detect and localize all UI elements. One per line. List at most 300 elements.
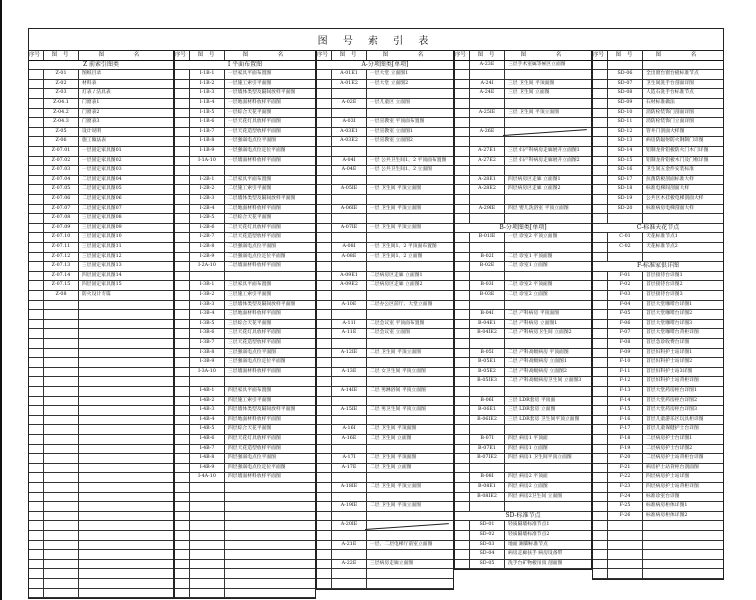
drawing-name-cell: 二层 产科病房 立面图1 xyxy=(508,320,558,326)
header-name: 图 名 xyxy=(655,52,711,58)
table-row xyxy=(317,473,453,483)
row-index-cell xyxy=(175,272,190,281)
drawing-code-cell xyxy=(44,502,79,511)
drawing-name-cell: 四层 病房1 立面图 xyxy=(508,445,548,451)
table-row xyxy=(455,541,591,551)
drawing-name-cell: 二层 卫生间 平顶面图 xyxy=(370,426,417,432)
drawing-name-cell xyxy=(79,329,173,338)
table-row xyxy=(317,454,453,464)
table-row xyxy=(455,550,591,560)
table-row xyxy=(29,454,173,464)
drawing-code-cell: Z-07.11 xyxy=(44,243,79,252)
drawing-code-cell xyxy=(44,301,79,310)
table-row xyxy=(593,377,723,387)
drawing-name-cell: 首层接待台详图2 xyxy=(646,282,683,288)
table-row xyxy=(29,320,173,330)
drawing-code-cell: B-08E1 xyxy=(470,483,505,492)
drawing-name-cell: 标准电梯间剖面大样 xyxy=(646,186,690,192)
drawing-code-cell: B-08I xyxy=(470,473,505,482)
drawing-name-cell: 二层固定家具图04 xyxy=(82,176,122,182)
table-row xyxy=(317,550,453,560)
table-row xyxy=(455,70,591,80)
table-row xyxy=(175,349,315,359)
drawing-name-cell: 二层 女卫生间 平顶立面图 xyxy=(370,368,426,374)
row-index-cell xyxy=(455,368,470,377)
table-row xyxy=(29,464,173,474)
row-index-cell xyxy=(175,512,190,521)
row-index-cell xyxy=(593,541,608,550)
row-index-cell xyxy=(29,176,44,185)
drawing-code-cell: A-17I xyxy=(332,454,367,463)
index-column-group-5 xyxy=(592,50,724,580)
drawing-code-cell: A-28E2 xyxy=(470,185,505,194)
table-row xyxy=(593,281,723,291)
drawing-code-cell xyxy=(44,416,79,425)
row-index-cell xyxy=(175,99,190,108)
drawing-name-cell: 消防栓装饰门剖面详图 xyxy=(646,109,694,115)
drawing-code-cell: B-02I xyxy=(470,253,505,262)
row-index-cell xyxy=(455,349,470,358)
drawing-code-cell xyxy=(44,589,79,598)
drawing-code-cell xyxy=(608,550,643,559)
drawing-name-cell xyxy=(79,339,173,348)
drawing-code-cell xyxy=(332,550,367,559)
drawing-code-cell: SD-16 xyxy=(608,166,643,175)
table-row xyxy=(29,425,173,435)
row-index-cell xyxy=(175,128,190,137)
row-index-cell xyxy=(317,185,332,194)
row-index-cell xyxy=(317,512,332,521)
table-row xyxy=(29,224,173,234)
drawing-code-cell xyxy=(332,579,367,588)
table-row xyxy=(593,320,723,330)
table-row xyxy=(175,291,315,301)
table-row xyxy=(29,128,173,138)
table-row xyxy=(29,502,173,512)
drawing-code-cell xyxy=(332,147,367,156)
drawing-code-cell xyxy=(332,233,367,242)
table-row xyxy=(317,262,453,272)
row-index-cell xyxy=(29,416,44,425)
drawing-name-cell xyxy=(367,147,453,156)
row-index-cell xyxy=(317,243,332,252)
row-index-cell xyxy=(317,147,332,156)
drawing-name-cell: 首层大堂咖啡台详图2 xyxy=(646,311,693,317)
drawing-name-cell xyxy=(79,454,173,463)
table-row xyxy=(317,233,453,243)
drawing-name-cell xyxy=(79,579,173,588)
table-row xyxy=(317,464,453,474)
table-row xyxy=(29,435,173,445)
row-index-cell xyxy=(455,521,470,530)
row-index-cell xyxy=(593,368,608,377)
drawing-code-cell: A-11I xyxy=(332,320,367,329)
drawing-code-cell xyxy=(608,253,643,262)
row-index-cell xyxy=(175,195,190,204)
row-index-cell xyxy=(317,262,332,271)
table-row xyxy=(175,483,315,493)
section-heading-row xyxy=(593,224,723,234)
row-index-cell xyxy=(593,137,608,146)
table-row xyxy=(29,147,173,157)
drawing-code-cell: Z-07.09 xyxy=(44,224,79,233)
drawing-name-cell: 二层固定家具图07 xyxy=(82,205,122,211)
drawing-code-cell: F-25 xyxy=(608,502,643,511)
drawing-code-cell xyxy=(44,358,79,367)
table-row xyxy=(175,262,315,272)
drawing-code-cell xyxy=(44,569,79,578)
drawing-code-cell: I-3B-8 xyxy=(190,349,225,358)
row-index-cell xyxy=(455,137,470,146)
table-row xyxy=(175,166,315,176)
table-row xyxy=(175,253,315,263)
drawing-name-cell: 四层固定家具图14 xyxy=(82,272,122,278)
drawing-code-cell: F-09 xyxy=(608,349,643,358)
drawing-code-cell xyxy=(44,368,79,377)
drawing-code-cell: A-10E xyxy=(332,301,367,310)
table-row xyxy=(455,80,591,90)
drawing-code-cell: Z-07.04 xyxy=(44,176,79,185)
row-index-cell xyxy=(593,233,608,242)
drawing-name-cell: 三层 卫生间 平顶立面图 xyxy=(508,109,560,115)
index-column-group-2 xyxy=(174,50,316,599)
table-row xyxy=(593,339,723,349)
table-row xyxy=(593,502,723,512)
row-index-cell xyxy=(317,397,332,406)
row-index-cell xyxy=(29,589,44,598)
drawing-name-cell xyxy=(643,214,723,223)
drawing-code-cell xyxy=(332,512,367,521)
drawing-name-cell: 二层 产科高级病房卫生间 立面图3 xyxy=(508,378,582,384)
table-row xyxy=(317,493,453,503)
drawing-name-cell xyxy=(79,473,173,482)
drawing-name-cell: 四层施工索引平面图 xyxy=(228,397,272,403)
table-row xyxy=(317,512,453,522)
table-row xyxy=(455,185,591,195)
drawing-code-cell: Z-07.06 xyxy=(44,195,79,204)
drawing-code-cell xyxy=(44,397,79,406)
table-row xyxy=(317,406,453,416)
row-index-cell xyxy=(455,560,470,569)
table-row xyxy=(317,99,453,109)
drawing-name-cell: 二层施工索引平面图 xyxy=(228,186,272,192)
row-index-cell xyxy=(175,253,190,262)
table-row xyxy=(29,483,173,493)
drawing-code-cell xyxy=(470,70,505,79)
drawing-code-cell xyxy=(332,89,367,98)
row-index-cell xyxy=(317,224,332,233)
table-row xyxy=(455,166,591,176)
drawing-name-cell xyxy=(79,521,173,530)
row-index-cell xyxy=(175,502,190,511)
table-row xyxy=(593,550,723,560)
table-row xyxy=(317,531,453,541)
row-index-cell xyxy=(593,454,608,463)
row-index-cell xyxy=(175,406,190,415)
drawing-code-cell: F-20 xyxy=(608,454,643,463)
drawing-name-cell xyxy=(225,569,315,578)
row-index-cell xyxy=(29,349,44,358)
drawing-name-cell xyxy=(225,272,315,281)
table-row xyxy=(29,137,173,147)
table-row xyxy=(455,531,591,541)
row-index-cell xyxy=(317,195,332,204)
drawing-name-cell xyxy=(367,358,453,367)
table-row xyxy=(593,416,723,426)
row-index-cell xyxy=(455,493,470,502)
table-row xyxy=(175,454,315,464)
row-index-cell xyxy=(593,445,608,454)
drawing-name-cell: 二层 产科高级病房 立面图2 xyxy=(508,368,567,374)
drawing-name-cell: 四层 婴儿洗浴室 平顶立面图 xyxy=(508,205,569,211)
drawing-name-cell xyxy=(79,589,173,598)
drawing-code-cell: Z-07.12 xyxy=(44,253,79,262)
row-index-cell xyxy=(593,502,608,511)
drawing-code-cell: B-04I xyxy=(470,310,505,319)
drawing-name-cell: 首层妇科护士站3详图 xyxy=(646,368,693,374)
table-row xyxy=(29,329,173,339)
table-row xyxy=(593,147,723,157)
table-row xyxy=(455,262,591,272)
drawing-name-cell: 一层 卫生间 平顶立面图 xyxy=(370,205,422,211)
table-row xyxy=(593,493,723,503)
row-index-cell xyxy=(455,377,470,386)
drawing-code-cell xyxy=(332,445,367,454)
table-row xyxy=(593,272,723,282)
row-index-cell xyxy=(455,339,470,348)
drawing-code-cell xyxy=(332,339,367,348)
drawing-code-cell xyxy=(44,454,79,463)
drawing-code-cell xyxy=(470,195,505,204)
row-index-cell xyxy=(317,109,332,118)
drawing-name-cell: 三层固定家具图12 xyxy=(82,253,122,259)
table-row xyxy=(593,445,723,455)
drawing-code-cell xyxy=(332,377,367,386)
drawing-code-cell: I-3B-5 xyxy=(190,320,225,329)
table-row xyxy=(317,560,453,570)
drawing-code-cell xyxy=(44,531,79,540)
table-row xyxy=(175,281,315,291)
drawing-name-cell: 图纸目录 xyxy=(82,71,102,77)
drawing-name-cell xyxy=(79,464,173,473)
drawing-code-cell xyxy=(44,377,79,386)
row-index-cell xyxy=(593,147,608,156)
row-index-cell xyxy=(593,214,608,223)
drawing-name-cell: 二层 产科病房 平顶面图 xyxy=(508,311,560,317)
drawing-code-cell xyxy=(608,61,643,70)
drawing-code-cell: A-09E2 xyxy=(332,281,367,290)
drawing-code-cell xyxy=(44,493,79,502)
drawing-name-cell: 四层 病房2 平顶面 xyxy=(508,474,548,480)
drawing-code-cell: A-08I xyxy=(332,243,367,252)
table-row xyxy=(175,550,315,560)
drawing-code-cell: SD-04 xyxy=(470,550,505,559)
table-row xyxy=(593,310,723,320)
header-index: 序号 xyxy=(29,51,44,60)
drawing-name-cell: 施工做法表 xyxy=(82,138,106,144)
table-row xyxy=(175,339,315,349)
drawing-name-cell: 三层强弱电点位平面图 xyxy=(228,349,276,355)
drawing-name-cell: 二层 产科高级病房 平顶面图 xyxy=(508,349,569,355)
drawing-code-cell: A-21E xyxy=(332,541,367,550)
drawing-name-cell: 首层大堂咖啡台详图3 xyxy=(646,320,693,326)
row-index-cell xyxy=(175,301,190,310)
drawing-name-cell: 一层、二层电梯厅前室立面图 xyxy=(370,541,433,547)
drawing-code-cell xyxy=(332,531,367,540)
drawing-code-cell: I-3B-2 xyxy=(190,291,225,300)
drawing-name-cell xyxy=(79,301,173,310)
table-row xyxy=(175,560,315,570)
row-index-cell xyxy=(593,387,608,396)
drawing-name-cell: 二层 诊室1 平顶面图 xyxy=(508,253,553,259)
table-header-row xyxy=(317,51,453,61)
drawing-code-cell: A-27E1 xyxy=(470,147,505,156)
drawing-code-cell xyxy=(44,339,79,348)
table-row xyxy=(455,397,591,407)
drawing-code-cell: Z-02 xyxy=(44,80,79,89)
row-index-cell xyxy=(175,560,190,569)
drawing-code-cell: I-2B-2 xyxy=(190,185,225,194)
drawing-name-cell xyxy=(367,377,453,386)
table-row xyxy=(593,99,723,109)
drawing-code-cell xyxy=(470,166,505,175)
table-row xyxy=(455,291,591,301)
table-row xyxy=(455,368,591,378)
table-row xyxy=(317,502,453,512)
row-index-cell xyxy=(593,80,608,89)
row-index-cell xyxy=(29,521,44,530)
drawing-code-cell: B-06E1 xyxy=(470,406,505,415)
table-row xyxy=(593,387,723,397)
drawing-name-cell xyxy=(367,579,453,588)
row-index-cell xyxy=(29,99,44,108)
drawing-code-cell: Z-04.1 xyxy=(44,99,79,108)
drawing-name-cell: 三层天花造型放样平面图 xyxy=(228,340,281,345)
drawing-name-cell xyxy=(225,483,315,492)
drawing-code-cell: B-06I xyxy=(470,397,505,406)
row-index-cell xyxy=(29,387,44,396)
drawing-code-cell: A-04E xyxy=(332,166,367,175)
table-row xyxy=(175,425,315,435)
table-row xyxy=(317,224,453,234)
table-row xyxy=(175,541,315,551)
table-row xyxy=(175,320,315,330)
drawing-code-cell: A-28E1 xyxy=(470,176,505,185)
row-index-cell xyxy=(29,147,44,156)
drawing-name-cell: 卫生间洗手台剖面详图 xyxy=(646,80,694,86)
table-row xyxy=(29,406,173,416)
row-index-cell xyxy=(593,291,608,300)
drawing-name-cell: 一层固定家具图02 xyxy=(82,157,122,163)
drawing-name-cell xyxy=(505,272,591,281)
table-row xyxy=(175,493,315,503)
drawing-code-cell: A-13E xyxy=(332,368,367,377)
drawing-code-cell: SD-06 xyxy=(608,70,643,79)
drawing-code-cell: F-23 xyxy=(608,483,643,492)
drawing-name-cell xyxy=(367,214,453,223)
row-index-cell xyxy=(175,589,190,598)
table-row xyxy=(29,569,173,579)
row-index-cell xyxy=(175,310,190,319)
table-row xyxy=(29,118,173,128)
table-row xyxy=(317,349,453,359)
index-column-group-4 xyxy=(454,50,592,570)
row-index-cell xyxy=(29,291,44,300)
drawing-name-cell xyxy=(79,425,173,434)
table-row xyxy=(455,445,591,455)
drawing-code-cell: A-09E1 xyxy=(332,272,367,281)
table-row xyxy=(175,89,315,99)
drawing-code-cell: SD-01 xyxy=(470,521,505,530)
table-row xyxy=(317,70,453,80)
drawing-name-cell: 二层 产科病房卫生间 立面图2 xyxy=(508,330,572,336)
drawing-name-cell xyxy=(505,137,591,146)
table-row xyxy=(455,310,591,320)
drawing-code-cell xyxy=(608,569,643,578)
row-index-cell xyxy=(29,502,44,511)
drawing-code-cell: I-2B-9 xyxy=(190,253,225,262)
row-index-cell xyxy=(29,368,44,377)
table-row xyxy=(29,109,173,119)
table-row xyxy=(175,157,315,167)
drawing-name-cell xyxy=(79,435,173,444)
drawing-name-cell xyxy=(225,560,315,569)
drawing-name-cell: 首层儿童游乐区玩具柜详图 xyxy=(646,416,704,422)
drawing-code-cell: I-4B-1 xyxy=(190,387,225,396)
drawing-code-cell: I-2B-4 xyxy=(190,205,225,214)
table-row xyxy=(29,80,173,90)
row-index-cell xyxy=(29,531,44,540)
drawing-name-cell xyxy=(79,512,173,521)
table-row xyxy=(29,387,173,397)
drawing-code-cell: F-10 xyxy=(608,358,643,367)
table-row xyxy=(593,349,723,359)
row-index-cell xyxy=(455,502,470,511)
drawing-code-cell xyxy=(608,521,643,530)
row-index-cell xyxy=(593,61,608,70)
table-row xyxy=(175,569,315,579)
table-header-row xyxy=(455,51,591,61)
row-index-cell xyxy=(175,281,190,290)
drawing-name-cell xyxy=(505,243,591,252)
row-index-cell xyxy=(455,550,470,559)
row-index-cell xyxy=(593,118,608,127)
table-row xyxy=(175,243,315,253)
drawing-name-cell: 三层固定家具图13 xyxy=(82,263,122,269)
drawing-name-cell: 公共区木挂板电梯剖面大样 xyxy=(646,196,704,201)
drawing-name-cell: 一层 诊室2 平顶立面图 xyxy=(508,234,558,240)
drawing-code-cell: SD-05 xyxy=(470,560,505,569)
drawing-code-cell: I-1A-10 xyxy=(190,157,225,166)
table-row xyxy=(29,291,173,301)
table-row xyxy=(455,349,591,359)
table-row xyxy=(593,176,723,186)
row-index-cell xyxy=(175,185,190,194)
row-index-cell xyxy=(455,291,470,300)
table-row xyxy=(175,128,315,138)
drawing-name-cell xyxy=(79,368,173,377)
table-row xyxy=(29,281,173,291)
drawing-name-cell: 二层 卫生间 平顶立面图 xyxy=(370,349,422,355)
drawing-name-cell: 二层固定家具图06 xyxy=(82,196,122,201)
drawing-code-cell: I-1B-7 xyxy=(190,128,225,137)
table-row xyxy=(317,118,453,128)
drawing-name-cell xyxy=(225,521,315,530)
drawing-code-cell xyxy=(608,560,643,569)
drawing-code-cell: F-21 xyxy=(608,464,643,473)
row-index-cell xyxy=(29,464,44,473)
drawing-name-cell: 一层大堂 立面图2 xyxy=(370,80,409,86)
